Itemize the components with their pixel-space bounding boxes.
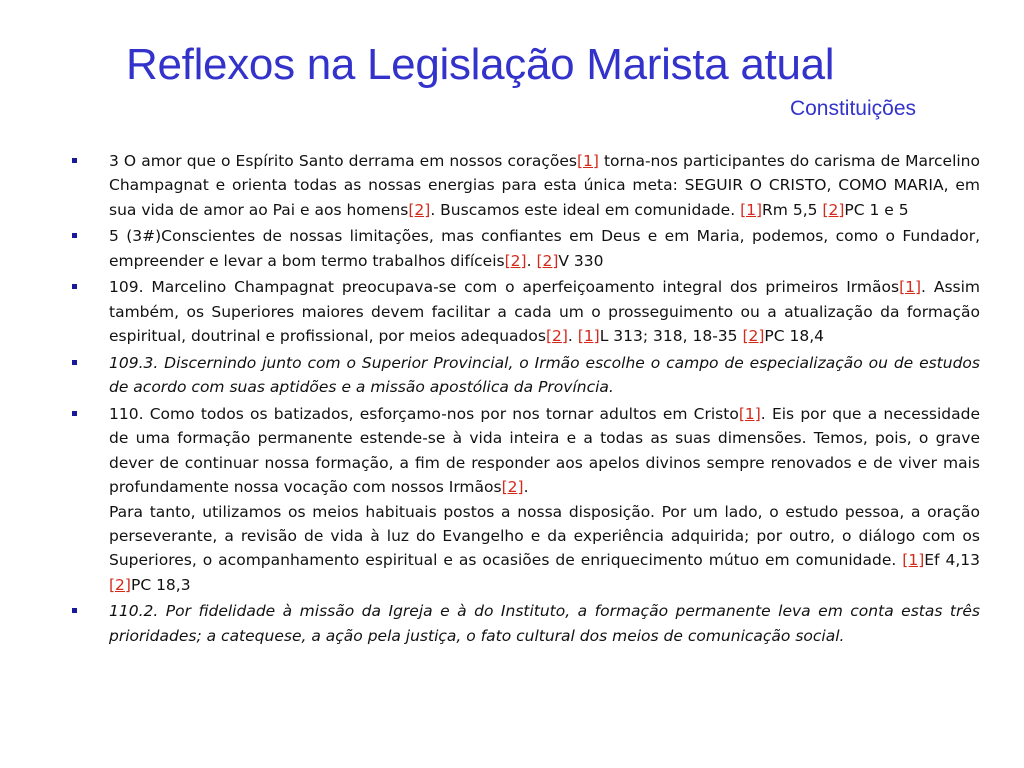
slide-subtitle: Constituições xyxy=(789,97,916,120)
item-text: Ef 4,13 xyxy=(924,551,980,570)
item-text: 110. Como todos os batizados, esforçamo-nos por nos tornar adultos em Cristo xyxy=(109,404,739,423)
item-text: L 313; 318, 18-35 xyxy=(599,327,743,346)
item-text: V 330 xyxy=(558,251,604,270)
item-text: torna-nos participantes do carisma de Marcelino Champagnat e orienta todas as nossas energias para esta única meta: SEGUIR O CRISTO, COMO MARIA, em sua vida de amor ao Pai e aos homens xyxy=(109,152,980,219)
footnote-link[interactable]: [2] xyxy=(109,575,131,594)
list-item-5 xyxy=(72,224,980,273)
item-text: 109.3. Discernindo junto com o Superior Provincial, o Irmão escolhe o campo de especialização ou de estudos de acordo com suas aptidões e a missão apostólica da Província. xyxy=(109,353,980,397)
list-item-110-continuation xyxy=(72,500,980,597)
footnote-link[interactable]: [1] xyxy=(740,200,763,219)
footnote-link[interactable]: [1] xyxy=(738,404,761,423)
item-text: PC 18,3 xyxy=(130,575,191,594)
bullet-icon xyxy=(72,608,77,613)
bullet-icon xyxy=(72,411,77,416)
bullet-icon xyxy=(72,158,77,163)
footnote-link[interactable]: [2] xyxy=(536,251,559,270)
footnote-link[interactable]: [1] xyxy=(902,551,925,570)
bullet-list xyxy=(72,149,980,650)
item-text: . Buscamos este ideal em comunidade. xyxy=(430,200,741,219)
footnote-link[interactable]: [2] xyxy=(408,200,431,219)
list-item-110 xyxy=(72,402,980,499)
slide-title: Reflexos na Legislação Marista atual xyxy=(126,40,835,89)
footnote-link[interactable]: [2] xyxy=(545,327,568,346)
footnote-link[interactable]: [2] xyxy=(501,477,524,496)
item-text: 110.2. Por fidelidade à missão da Igreja e à do Instituto, a formação permanente leva em conta estas três prioridades; a catequese, a ação pela justiça, o fato cultural dos meios de comunicação social. xyxy=(109,602,980,645)
item-text: Rm 5,5 xyxy=(762,200,823,219)
item-text: 5 (3#)Conscientes de nossas limitações, mas confiantes em Deus e em Maria, podemos, como o Fundador, empreender e levar a bom termo trabalhos difíceis xyxy=(109,227,980,270)
item-text: PC 1 e 5 xyxy=(844,200,909,219)
footnote-link[interactable]: [2] xyxy=(742,327,765,346)
item-text: 109. Marcelino Champagnat preocupava-se com o aperfeiçoamento integral dos primeiros Irmãos xyxy=(109,278,900,297)
item-text: . Assim também, os Superiores maiores devem facilitar a cada um o prosseguimento ou a atualização da formação espiritual, doutrinal e profissional, por meios adequados xyxy=(109,278,981,346)
list-item-109 xyxy=(72,275,980,348)
item-text: . xyxy=(526,251,537,270)
footnote-link[interactable]: [1] xyxy=(899,278,922,297)
footnote-link[interactable]: [2] xyxy=(504,251,527,270)
list-item-110-2 xyxy=(72,599,980,648)
item-text: . xyxy=(567,327,578,346)
bullet-icon xyxy=(72,360,77,365)
item-text: 3 O amor que o Espírito Santo derrama em nossos corações xyxy=(109,152,577,170)
bullet-icon xyxy=(72,233,77,238)
footnote-link[interactable]: [1] xyxy=(577,327,600,346)
list-item-3 xyxy=(72,149,980,222)
item-text: PC 18,4 xyxy=(764,327,825,346)
bullet-icon xyxy=(72,284,77,289)
footnote-link[interactable]: [2] xyxy=(822,200,845,219)
footnote-link[interactable]: [1] xyxy=(576,152,599,170)
item-text: Para tanto, utilizamos os meios habituais postos a nossa disposição. Por um lado, o estudo pessoa, a oração perseverante, a revisão de vida à luz do Evangelho e da experiência adquirida; por outro, o diálogo com os Superiores, o acompanhamento espiritual e as ocasiões de enriquecimento mútuo em comunidade. xyxy=(109,502,980,570)
item-text: . Eis por que a necessidade de uma formação permanente estende-se à vida inteira e a todas as suas dimensões. Temos, pois, o grave dever de continuar nossa formação, a fim de responder aos apelos divinos sempre renovados e de viver mais profundamente nossa vocação com nossos Irmãos xyxy=(109,404,980,496)
list-item-109-3 xyxy=(72,351,980,400)
item-text: . xyxy=(523,477,529,496)
